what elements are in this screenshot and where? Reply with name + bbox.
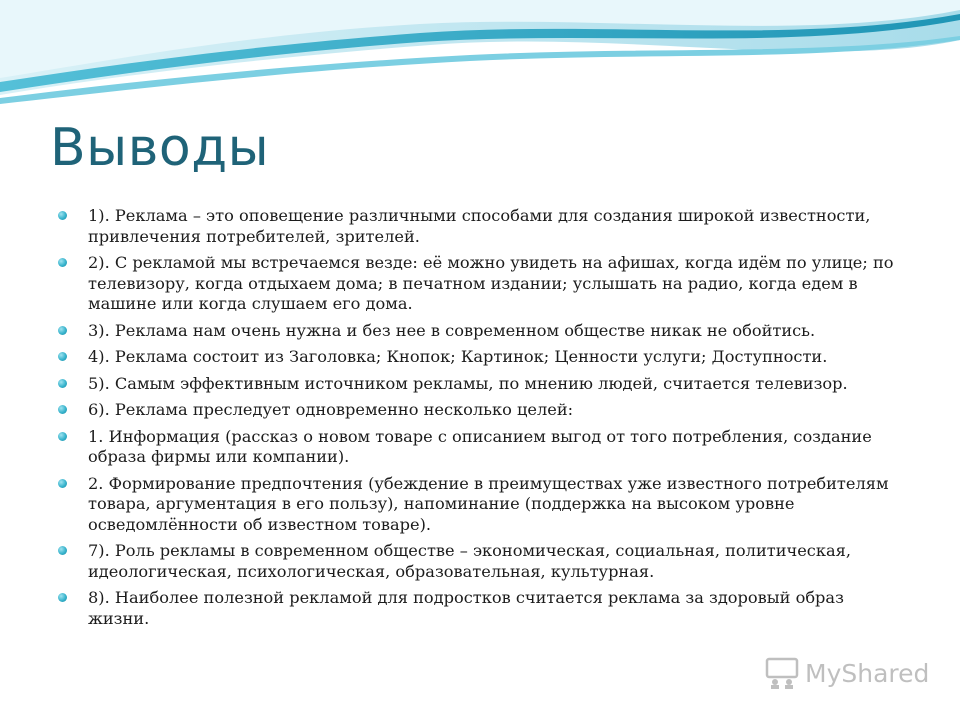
list-item-text: 1. Информация (рассказ о новом товаре с описанием выгод от того потребления, создание образа фирмы или компании). (88, 426, 872, 466)
header-waves-decoration (0, 0, 960, 120)
list-item (58, 541, 908, 582)
list-item (58, 474, 908, 536)
bullet-dot-icon (58, 405, 67, 414)
list-item-text: 1). Реклама – это оповещение различными способами для создания широкой известности, привлечения потребителей, зрителей. (88, 206, 871, 246)
bullet-dot-icon (58, 546, 67, 555)
list-item (58, 206, 908, 247)
list-item (58, 321, 908, 342)
bullet-dot-icon (58, 326, 67, 335)
classroom-icon (765, 657, 799, 689)
list-item (58, 253, 908, 315)
list-item (58, 400, 908, 421)
list-item-text: 7). Роль рекламы в современном обществе – экономическая, социальная, политическая, идеологическая, психологическая, образовательная, культурная. (88, 541, 851, 581)
list-item-text: 2. Формирование предпочтения (убеждение в преимуществах уже известного потребителям товара, аргументация в его пользу), напоминание (поддержка на высоком уровне осведомлённости об известном товаре). (88, 473, 889, 534)
slide-title: Выводы (50, 118, 270, 178)
bullet-dot-icon (58, 379, 67, 388)
watermark-label: MyShared (805, 658, 930, 688)
bullet-dot-icon (58, 352, 67, 361)
conclusions-list (58, 206, 908, 635)
list-item-text: 4). Реклама состоит из Заголовка; Кнопок; Картинок; Ценности услуги; Доступности. (88, 347, 828, 366)
list-item (58, 374, 908, 395)
bullet-dot-icon (58, 258, 67, 267)
list-item (58, 347, 908, 368)
bullet-dot-icon (58, 593, 67, 602)
list-item (58, 588, 908, 629)
bullet-dot-icon (58, 479, 67, 488)
list-item-text: 8). Наиболее полезной рекламой для подростков считается реклама за здоровый образ жизни. (88, 588, 844, 628)
myshared-watermark (765, 655, 929, 691)
list-item-text: 2). С рекламой мы встречаемся везде: её можно увидеть на афишах, когда идём по улице; по телевизору, когда отдыхаем дома; в печатном издании; услышать на радио, когда едем в машине или когда слушаем его дома. (88, 253, 894, 313)
list-item (58, 427, 908, 468)
list-item-text: 5). Самым эффективным источником рекламы, по мнению людей, считается телевизор. (88, 373, 848, 393)
list-item-text: 3). Реклама нам очень нужна и без нее в современном обществе никак не обойтись. (88, 320, 816, 340)
list-item-text: 6). Реклама преследует одновременно несколько целей: (88, 400, 574, 419)
bullet-dot-icon (58, 211, 67, 220)
bullet-dot-icon (58, 432, 67, 441)
